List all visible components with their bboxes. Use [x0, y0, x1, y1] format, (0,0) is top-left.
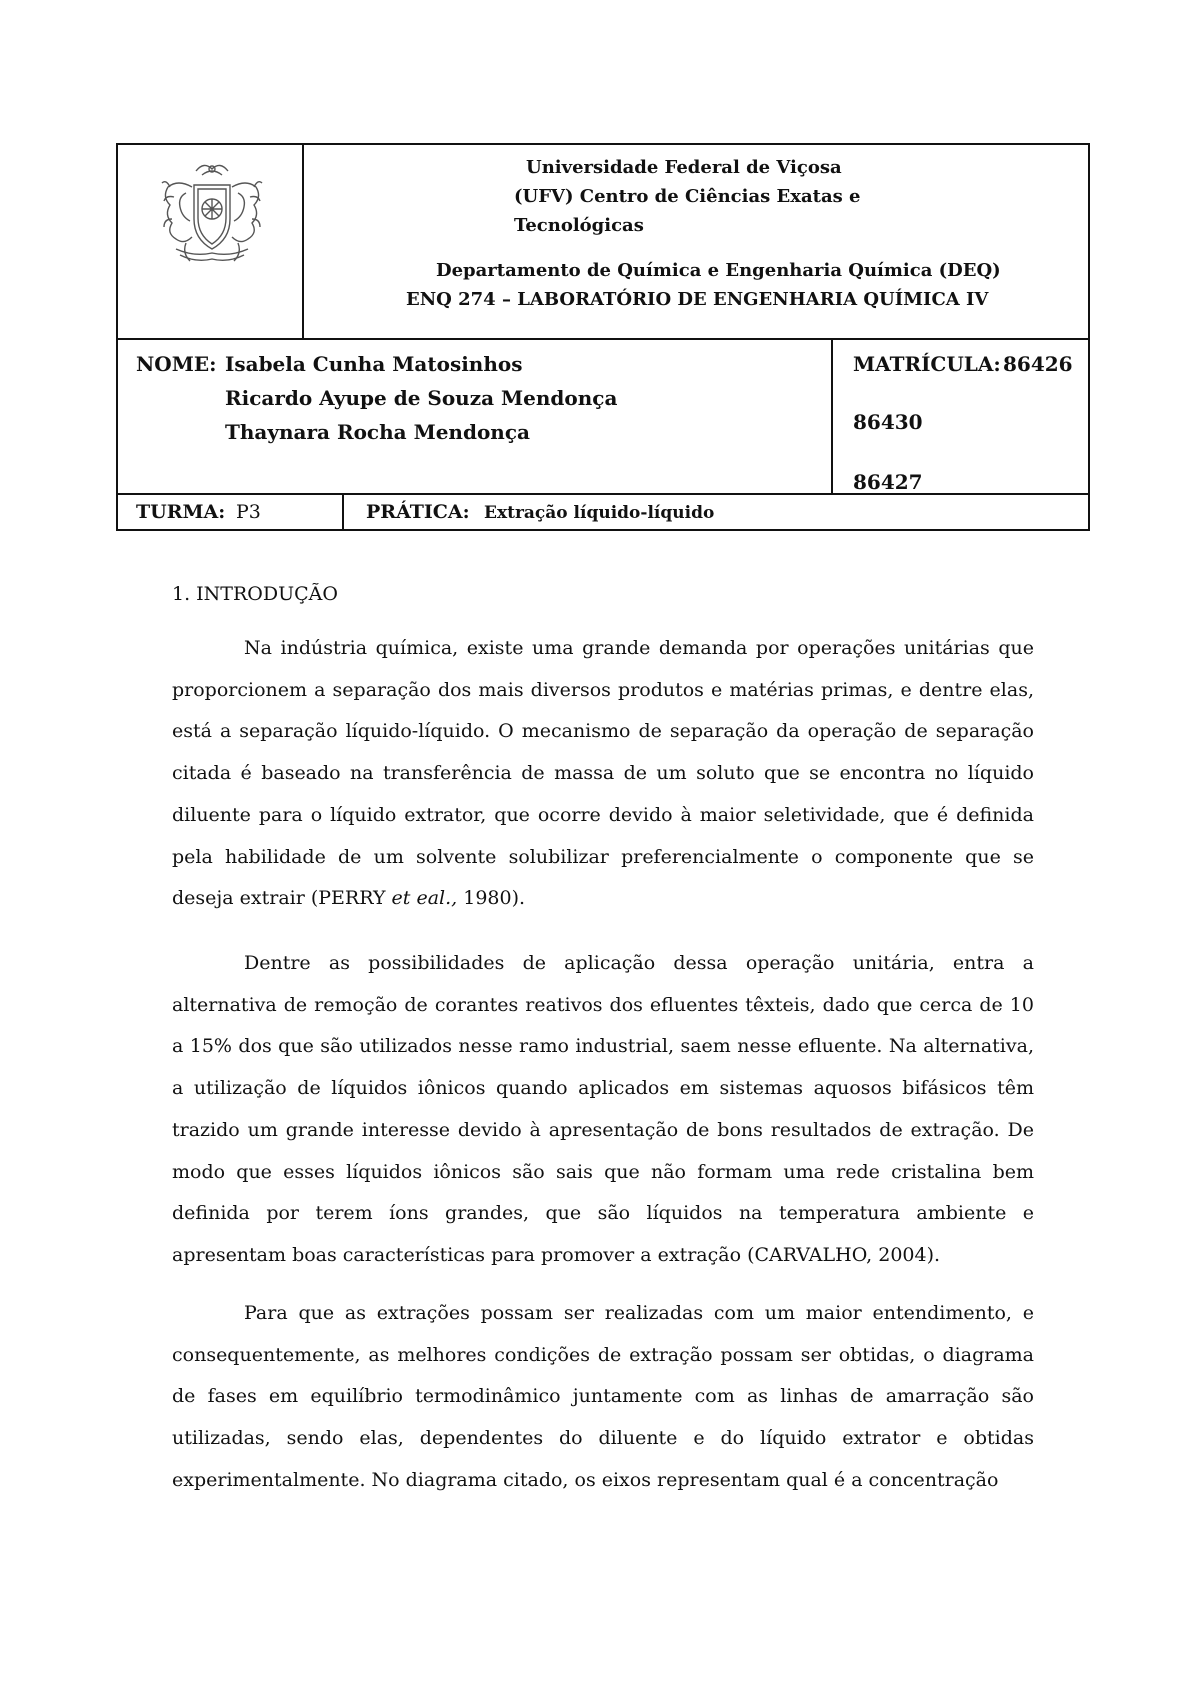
pratica-label: PRÁTICA:	[366, 501, 470, 523]
header-table	[116, 143, 1090, 531]
turma-cell	[118, 495, 344, 529]
institution-name: Universidade Federal de Viçosa	[526, 157, 842, 178]
paragraph	[172, 1293, 1034, 1502]
matricula-number: 86430	[853, 410, 923, 434]
turma-label: TURMA:	[136, 501, 226, 523]
institution-row	[118, 145, 1088, 340]
matricula-cell	[835, 340, 1088, 493]
course-name: ENQ 274 – LABORATÓRIO DE ENGENHARIA QUÍMICA IV	[406, 289, 989, 310]
matricula-label: MATRÍCULA:	[853, 352, 1001, 376]
turma-value: P3	[236, 501, 261, 523]
paragraph-text: Para que as extrações possam ser realizadas com um maior entendimento, e consequentemente, as melhores condições de extração possam ser obtidas, o diagrama de fases em equilíbrio termodinâmico juntamente com as linhas de amarração são utilizadas, sendo elas, dependentes do diluente e do líquido extrator e obtidas experimentalmente. No diagrama citado, os eixos representam qual é a concentração	[172, 1302, 1034, 1491]
paragraph-text: Na indústria química, existe uma grande demanda por operações unitárias que proporcionem a separação dos mais diversos produtos e matérias primas, e dentre elas, está a separação líquido-líquido. O mecanismo de separação da operação de separação citada é baseado na transferência de massa de um soluto que se encontra no líquido diluente para o líquido extrator, que ocorre devido à maior seletividade, que é definida pela habilidade de um solvente solubilizar preferencialmente o componente que se deseja extrair (PERRY	[172, 637, 1034, 910]
student-name: Ricardo Ayupe de Souza Mendonça	[225, 386, 618, 410]
ufv-coat-of-arms-icon	[156, 157, 268, 269]
matricula-number: 86427	[853, 470, 923, 494]
pratica-value: Extração líquido-líquido	[484, 503, 715, 523]
paragraph	[172, 628, 1034, 920]
nome-label: NOME:	[136, 352, 217, 376]
matricula-number: 86426	[1003, 352, 1073, 376]
institution-center: (UFV) Centro de Ciências Exatas e	[514, 186, 861, 207]
paragraph-text: Dentre as possibilidades de aplicação dessa operação unitária, entra a alternativa de remoção de corantes reativos dos efluentes têxteis, dado que cerca de 10 a 15% dos que são utilizados nesse ramo industrial, saem nesse efluente. Na alternativa, a utilização de líquidos iônicos quando aplicados em sistemas aquosos bifásicos têm trazido um grande interesse devido à apresentação de bons resultados de extração. De modo que esses líquidos iônicos são sais que não formam uma rede cristalina bem definida por terem íons grandes, que são líquidos na temperatura ambiente e apresentam boas características para promover a extração (CARVALHO, 2004).	[172, 952, 1034, 1266]
institution-cell	[306, 145, 1088, 338]
student-name: Thaynara Rocha Mendonça	[225, 420, 530, 444]
institution-center-cont: Tecnológicas	[514, 215, 644, 236]
paragraph	[172, 943, 1034, 1277]
logo-cell	[118, 145, 304, 338]
students-row	[118, 340, 1088, 495]
student-name: Isabela Cunha Matosinhos	[225, 352, 523, 376]
names-cell	[118, 340, 833, 493]
department-name: Departamento de Química e Engenharia Química (DEQ)	[436, 260, 1001, 281]
paragraph-italic: et eal.,	[391, 887, 458, 910]
section-title: 1. INTRODUÇÃO	[172, 583, 338, 605]
paragraph-text: 1980).	[457, 887, 526, 910]
class-info-row	[118, 495, 1088, 529]
pratica-cell	[346, 495, 1088, 529]
